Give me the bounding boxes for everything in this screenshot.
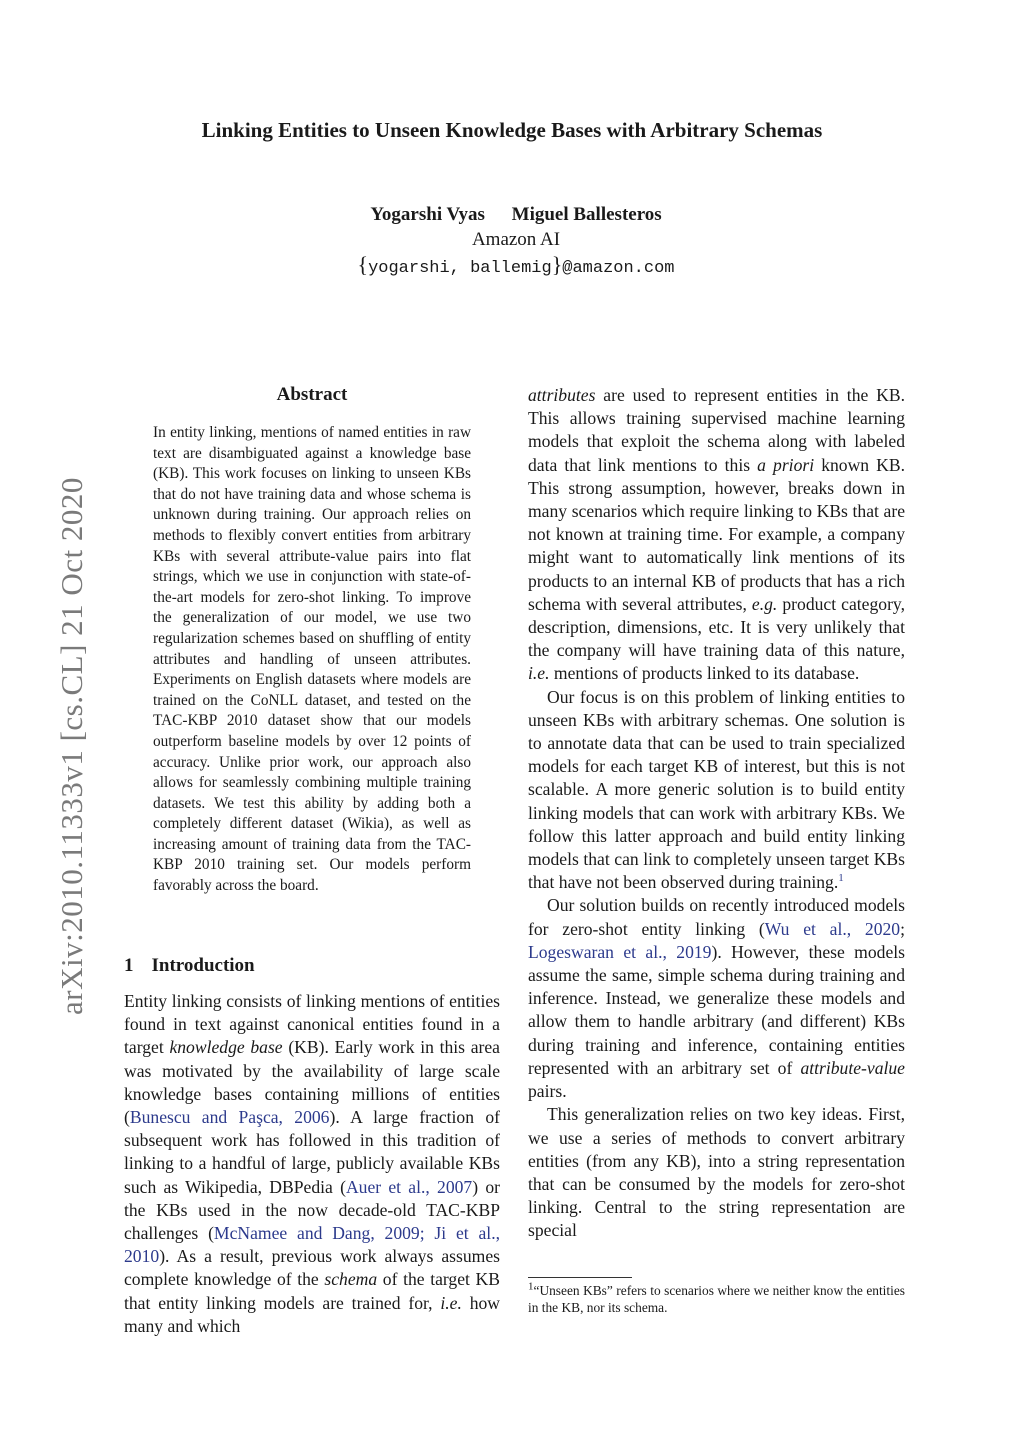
emphasis: e.g. (751, 593, 778, 614)
section-title: Introduction (151, 955, 255, 976)
text-span: Our solution builds on recently introduced models for zero-shot entity linking ( (528, 895, 905, 939)
emphasis: schema (324, 1269, 378, 1290)
text-span: ). However, these models assume the same, simple schema during training and inference. Instead, we generalize these models and allow them to handle arbitrary (and different) KBs during training and inference, containing entities represented with an arbitrary set of (528, 941, 905, 1078)
text-span: Our focus is on this problem of linking entities to unseen KBs with arbitrary schemas. One solution is to annotate data that can be used to train specialized models for each target KB of interest, but this is not scalable. A more generic solution is to build entity linking models that can work with arbitrary KBs. We follow this latter approach and build entity linking models that can link to completely unseen target KBs that have not been observed during training. (528, 686, 905, 893)
email-users: yogarshi, ballemig (368, 259, 552, 278)
emphasis: i.e. (440, 1292, 462, 1313)
citation-link[interactable]: Logeswaran et al., 2019 (528, 941, 712, 962)
section-heading (124, 955, 255, 977)
footnote-text: “Unseen KBs” refers to scenarios where we neither know the entities in the KB, nor its schema. (528, 1283, 905, 1315)
author-names (0, 202, 1024, 227)
footnote-marker[interactable]: 1 (838, 872, 844, 885)
citation-link[interactable]: McNamee and Dang, 2009; Ji et al., 2010 (124, 1223, 500, 1267)
intro-paragraph-2 (528, 686, 905, 895)
right-column-body (528, 384, 905, 1243)
citation-link[interactable]: Bunescu and Paşca, 2006 (129, 1107, 330, 1128)
citation-link[interactable]: Wu et al., 2020 (764, 918, 901, 939)
emphasis: i.e. (528, 663, 550, 684)
author-email (0, 252, 1024, 281)
text-span: how many and which (124, 1292, 500, 1336)
emphasis: knowledge base (169, 1037, 283, 1058)
abstract-text: In entity linking, mentions of named entities in raw text are disambiguated against a knowledge base (KB). This work focuses on linking to unseen KBs that do not have training data and whose schema is unknown during training. Our approach relies on methods to flexibly convert entities from arbitrary KBs with several attribute-value pairs into flat strings, which we use in conjunction with state-of-the-art models for zero-shot linking. To improve the generalization of our model, we use two regularization schemes based on shuffling of entity attributes and handling of unseen attributes. Experiments on English datasets where models are trained on the CoNLL dataset, and tested on the TAC-KBP 2010 dataset show that our models outperform baseline models by over 12 points of accuracy. Unlike prior work, our approach also allows for seamlessly combining multiple training datasets. We test this ability by adding both a completely different dataset (Wikia), as well as increasing amount of training data from the TAC-KBP 2010 training set. Our models perform favorably across the board. (153, 424, 471, 895)
abstract-heading: Abstract (276, 384, 348, 405)
author-block (0, 202, 1024, 281)
intro-paragraph-1-continued (528, 384, 905, 686)
emphasis: attribute-value (800, 1057, 905, 1078)
footnote-divider (528, 1277, 632, 1278)
email-brace-open: { (357, 252, 369, 277)
emphasis: attributes (528, 385, 596, 405)
paper-title: Linking Entities to Unseen Knowledge Bases with Arbitrary Schemas (201, 118, 823, 142)
text-span: ) or the KBs used in the now decade-old TAC-KBP challenges ( (124, 1176, 500, 1244)
text-span: are used to represent entities in the KB. This allows training supervised machine learning models that exploit the schema along with labeled data that link mentions to this (528, 385, 905, 475)
text-span: mentions of products linked to its database. (549, 663, 860, 684)
email-domain: @amazon.com (562, 259, 675, 278)
text-span: pairs. (528, 1081, 567, 1102)
author-name: Miguel Ballesteros (511, 204, 662, 225)
text-span: of the target KB that entity linking models are trained for, (124, 1269, 501, 1313)
text-span: ; (900, 918, 905, 939)
text-span: known KB. This strong assumption, however, breaks down in many scenarios which require linking to KBs that are not known at training time. For example, a company might want to automatically link mentions of its products to an internal KB of products that has a rich schema with several attributes, (528, 454, 906, 614)
emphasis: a priori (757, 454, 815, 475)
author-name: Yogarshi Vyas (370, 204, 485, 225)
text-span: product category, description, dimensions, etc. It is very unlikely that the company will have training data of this nature, (528, 593, 905, 661)
intro-paragraph-1 (124, 990, 500, 1338)
section-number: 1 (124, 955, 134, 976)
text-span: Entity linking consists of linking mentions of entities found in text against canonical entities found in a target (124, 991, 500, 1058)
email-brace-close: } (551, 252, 563, 277)
intro-paragraph-4: This generalization relies on two key ideas. First, we use a series of methods to convert arbitrary entities (from any KB), into a string representation that can be consumed by the models for zero-shot linking. Central to the string representation are special (528, 1104, 905, 1241)
footnote-number: 1 (528, 1280, 534, 1293)
arxiv-identifier: arXiv:2010.11333v1 [cs.CL] 21 Oct 2020 (54, 477, 89, 1015)
text-span: (KB). Early work in this area was motivated by the availability of large scale knowledge bases containing millions of entities ( (124, 1037, 500, 1128)
text-span: ). As a result, previous work always assumes complete knowledge of the (124, 1246, 500, 1290)
citation-link[interactable]: Auer et al., 2007 (345, 1176, 473, 1197)
text-span: ). A large fraction of subsequent work has followed in this tradition of linking to a handful of large, publicly available KBs such as Wikipedia, DBPedia ( (124, 1107, 500, 1197)
affiliation: Amazon AI (471, 229, 561, 250)
footnote (528, 1282, 905, 1316)
intro-paragraph-3 (528, 894, 905, 1103)
left-column-body (124, 990, 500, 1338)
